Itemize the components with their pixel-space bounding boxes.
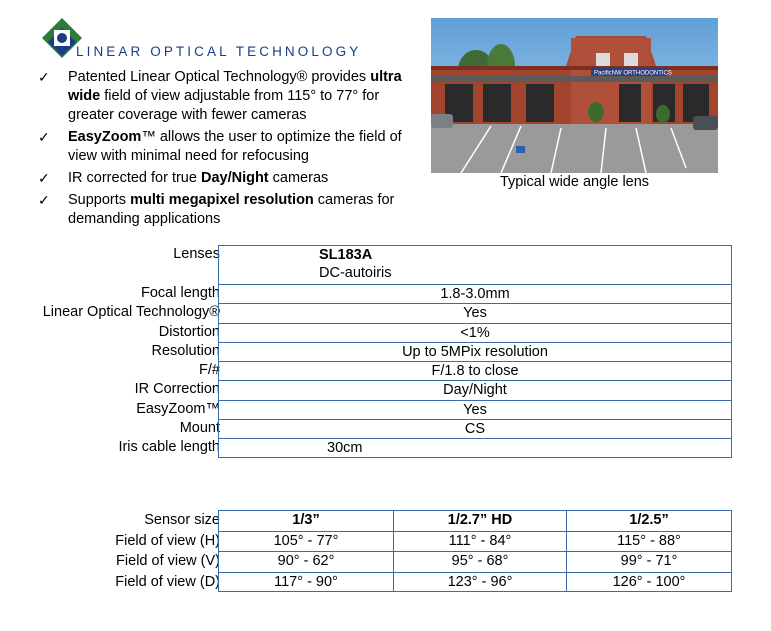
fov-row [10, 531, 732, 552]
spec-value: Up to 5MPix resolution [218, 342, 732, 361]
wide-angle-photo [431, 18, 718, 173]
spec-value: CS [218, 419, 732, 438]
spec-value: 30cm [218, 438, 732, 457]
fov-cell: 105° - 77° [218, 531, 393, 552]
spec-label: Linear Optical Technology® [42, 304, 220, 321]
fov-header-cell: 1/2.7” HD [393, 510, 566, 531]
fov-table [10, 510, 732, 592]
company-logo [40, 16, 385, 62]
spec-value: Yes [218, 303, 732, 322]
checkmark-icon: ✓ [38, 170, 50, 186]
spec-value: F/1.8 to close [218, 361, 732, 380]
feature-item: ✓ EasyZoom™ allows the user to optimize the field of view with minimal need for refocusing [38, 129, 402, 164]
checkmark-icon: ✓ [38, 192, 50, 208]
fov-label: Field of view (H) [115, 532, 220, 549]
spec-label: EasyZoom™ [136, 400, 220, 417]
fov-label: Field of view (D) [115, 573, 220, 590]
fov-header-row [10, 510, 732, 531]
spec-label: Lenses [173, 246, 220, 262]
spec-label: Resolution [151, 342, 220, 359]
spec-value: 1.8-3.0mm [218, 284, 732, 303]
spec-row [10, 400, 732, 419]
spec-row [10, 361, 732, 380]
fov-cell: 117° - 90° [218, 572, 393, 593]
spec-value: Day/Night [218, 380, 732, 399]
fov-cell: 115° - 88° [566, 531, 732, 552]
fov-header-cell: 1/2.5” [566, 510, 732, 531]
fov-label: Sensor size [144, 512, 220, 528]
spec-table [10, 245, 732, 458]
fov-cell: 111° - 84° [393, 531, 566, 552]
fov-cell: 90° - 62° [218, 551, 393, 572]
fov-cell: 126° - 100° [566, 572, 732, 593]
checkmark-icon: ✓ [38, 129, 50, 145]
logo-text: LINEAR OPTICAL TECHNOLOGY [76, 44, 362, 59]
svg-text:PacificNW ORTHODONTICS: PacificNW ORTHODONTICS [594, 70, 672, 77]
spec-row-lenses [10, 245, 732, 284]
spec-value: Yes [218, 400, 732, 419]
fov-header-cell: 1/3” [218, 510, 393, 531]
spec-label: Distortion [158, 323, 220, 340]
spec-label: F/# [199, 362, 220, 379]
spec-row [10, 303, 732, 322]
fov-row [10, 551, 732, 572]
spec-row [10, 323, 732, 342]
spec-row [10, 438, 732, 457]
spec-label: Mount [179, 420, 220, 437]
lens-model: SL183A [319, 247, 373, 263]
spec-value: <1% [218, 323, 732, 342]
feature-item: ✓ Patented Linear Optical Technology® provides ultra wide field of view adjustable from 115° to 77° for greater coverage with fewer cameras [38, 69, 402, 123]
spec-label: Iris cable length [118, 439, 220, 456]
feature-item: ✓ Supports multi megapixel resolution cameras for demanding applications [38, 192, 395, 227]
feature-item: ✓ IR corrected for true Day/Night cameras [38, 170, 329, 186]
spec-label: Focal length [141, 285, 220, 301]
spec-value [218, 245, 732, 284]
spec-row [10, 284, 732, 303]
spec-row [10, 342, 732, 361]
fov-label: Field of view (V) [116, 553, 220, 569]
fov-cell: 95° - 68° [393, 551, 566, 572]
fov-cell: 123° - 96° [393, 572, 566, 593]
spec-label: IR Correction [134, 381, 220, 398]
photo-caption: Typical wide angle lens [499, 174, 650, 190]
spec-row [10, 419, 732, 438]
checkmark-icon: ✓ [38, 69, 50, 85]
spec-row [10, 380, 732, 399]
lens-type: DC-autoiris [319, 265, 392, 281]
feature-list [38, 68, 418, 232]
fov-row [10, 572, 732, 593]
building-photo-icon [431, 18, 718, 173]
fov-cell: 99° - 71° [566, 551, 732, 572]
